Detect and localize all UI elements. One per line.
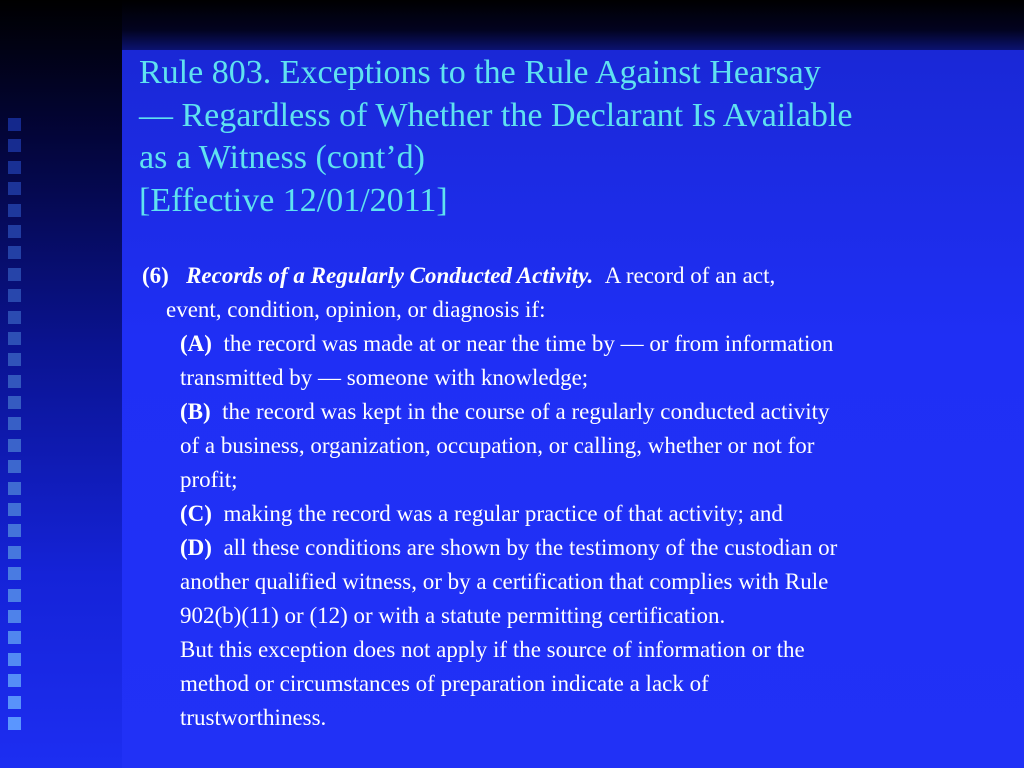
clause-d-label: (D) [180, 535, 212, 560]
clause-b-label: (B) [180, 399, 211, 424]
clause-b-line [142, 395, 1012, 429]
item-number: (6) [142, 263, 169, 288]
title-line: Rule 803. Exceptions to the Rule Against Hearsay [139, 54, 821, 91]
decorative-square [8, 246, 21, 259]
clause-a-text: the record was made at or near the time by — or from information [223, 331, 834, 356]
clause-c-label: (C) [180, 501, 212, 526]
clause-d-text: all these conditions are shown by the testimony of the custodian or [223, 535, 838, 560]
decorative-square [8, 696, 21, 709]
decorative-square [8, 589, 21, 602]
decorative-square [8, 610, 21, 623]
decorative-square [8, 139, 21, 152]
decorative-square [8, 396, 21, 409]
decorative-square [8, 717, 21, 730]
decorative-square [8, 567, 21, 580]
decorative-square [8, 439, 21, 452]
clause-a-text: transmitted by — someone with knowledge; [180, 365, 589, 390]
decorative-square [8, 460, 21, 473]
decorative-square-column [8, 118, 28, 738]
item-intro-continued: event, condition, opinion, or diagnosis if: [166, 297, 546, 322]
title-line: as a Witness (cont’d) [139, 139, 425, 176]
decorative-square [8, 225, 21, 238]
decorative-square [8, 161, 21, 174]
decorative-square [8, 182, 21, 195]
clause-c-line [142, 497, 1012, 531]
decorative-square [8, 524, 21, 537]
decorative-square [8, 204, 21, 217]
clause-b-text: the record was kept in the course of a regularly conducted activity [222, 399, 830, 424]
decorative-square [8, 118, 21, 131]
clause-d-line [142, 531, 1012, 565]
clause-b-text: of a business, organization, occupation, or calling, whether or not for [180, 433, 815, 458]
closing-text: trustworthiness. [180, 705, 327, 730]
closing-text: method or circumstances of preparation indicate a lack of [180, 671, 709, 696]
decorative-square [8, 375, 21, 388]
decorative-square [8, 289, 21, 302]
clause-d-text: 902(b)(11) or (12) or with a statute permitting certification. [180, 603, 726, 628]
decorative-square [8, 417, 21, 430]
closing-text: But this exception does not apply if the source of information or the [180, 637, 805, 662]
clause-c-text: making the record was a regular practice of that activity; and [223, 501, 783, 526]
rule-text [142, 259, 1012, 735]
decorative-square [8, 482, 21, 495]
decorative-square [8, 546, 21, 559]
decorative-square [8, 631, 21, 644]
item-intro: A record of an act, [604, 263, 776, 288]
decorative-square [8, 653, 21, 666]
item-6-heading-line [142, 259, 1012, 293]
decorative-square [8, 268, 21, 281]
decorative-square [8, 503, 21, 516]
decorative-square [8, 311, 21, 324]
item-heading: Records of a Regularly Conducted Activity. [186, 263, 594, 288]
decorative-square [8, 674, 21, 687]
title-line: — Regardless of Whether the Declarant Is Available [139, 96, 853, 134]
title-line: [Effective 12/01/2011] [139, 181, 448, 219]
slide-title [139, 52, 1009, 222]
clause-d-text: another qualified witness, or by a certification that complies with Rule [180, 569, 829, 594]
clause-b-text: profit; [180, 467, 238, 492]
decorative-square [8, 332, 21, 345]
clause-a-line [142, 327, 1012, 361]
decorative-square [8, 353, 21, 366]
clause-a-label: (A) [180, 331, 212, 356]
top-gradient-band [122, 0, 1024, 50]
